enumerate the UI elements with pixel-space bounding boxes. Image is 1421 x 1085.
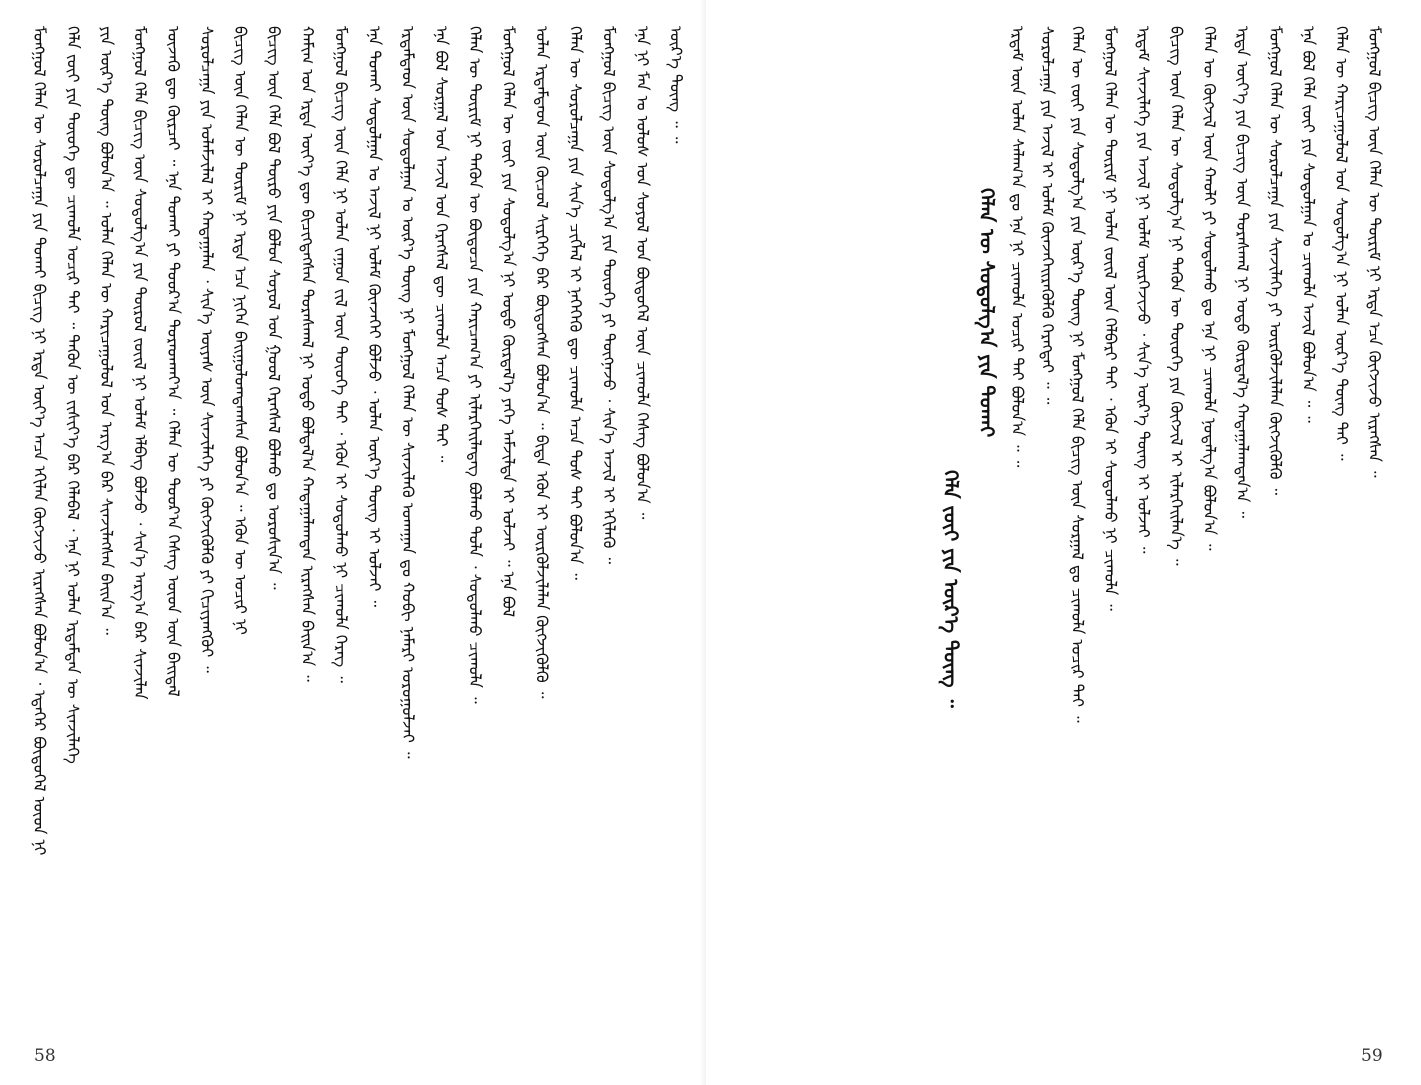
right-page	[706, 0, 1412, 1085]
text-line: ᠮᠣᠩᠭᠣᠯ ᠬᠡᠯᠡᠨ ᠦ ᠰᠤᠷᠤᠯᠴᠠᠭᠠ ᠶᠢᠨ ᠲᠤᠬᠠᠢ ᠪᠢᠴᠢᠭ ᠨᠢ ᠡᠷᠲᠡ ᠦᠶ᠎ᠡ ᠠᠴᠠ ᠡᠬᠢᠯᠡᠨ ᠬᠥᠭᠵᠢᠵᠦ ᠢᠷᠡᠭᠰᠡᠨ ᠪᠣᠯᠤᠨ᠎ᠠ ᠂ ᠡᠳᠡᠭᠡᠷ ᠪᠦᠲᠦᠭᠡᠯ ᠦᠳ ᠨᠢ	[30, 26, 49, 856]
text-line: ᠮᠣᠩᠭᠣᠯ ᠬᠡᠯᠡᠨ ᠦ ᠳᠦᠷᠢᠮ ᠨᠢ ᠣᠯᠠᠨ ᠵᠦᠢᠯ ᠦᠨ ᠬᠡᠯᠪᠡᠷᠢ ᠲᠠᠢ ᠂ ᠡᠭᠦᠨ ᠢ ᠰᠤᠳᠤᠯᠬᠤ ᠨᠢ ᠴᠢᠬᠤᠯᠠ ᠃	[1101, 26, 1120, 611]
text-line: ᠮᠣᠩᠭᠣᠯ ᠪᠢᠴᠢᠭ ᠦᠨ ᠰᠤᠳᠤᠯᠭ᠎ᠠ ᠶᠢᠨ ᠲᠦᠦᠬᠡ ᠶᠢ ᠳᠦᠭᠨᠡᠵᠦ ᠂ ᠰᠢᠨ᠎ᠡ ᠠᠵᠢᠯ ᠢ ᠡᠬᠢᠯᠡᠬᠦ ᠃	[599, 26, 619, 565]
text-line: ᠬᠡᠯᠡᠨ ᠦ ᠰᠤᠷᠤᠯᠴᠠᠭᠠ ᠶᠢᠨ ᠰᠢᠨ᠎ᠡ ᠴᠢᠭᠯᠡᠯ ᠢ ᠨᠡᠭᠡᠭᠡᠬᠦ ᠳᠦ ᠴᠢᠬᠤᠯᠠ ᠠᠴᠠ ᠲᠤᠰ ᠲᠠᠢ ᠪᠣᠯᠤᠨ᠎ᠠ ᠃	[566, 26, 585, 580]
text-line: ᠬᠡᠯᠡ ᠵᠦᠢ ᠶᠢᠨ ᠲᠦᠦᠬᠡ ᠳᠦ ᠴᠢᠬᠤᠯᠠ ᠤᠴᠢᠷ ᠲᠠᠢ ᠃ ᠲᠡᠭᠦᠨ ᠦ ᠵᠢᠱᠢᠶ᠎ᠡ ᠪᠡᠷ ᠬᠡᠯᠡᠪᠡᠯ ᠂ ᠡᠨᠡ ᠨᠢ ᠣᠯᠠᠨ ᠡᠷᠳᠡᠮᠲᠡᠨ ᠦ ᠰᠢᠨᠵᠢᠯᠡᠭᠡ	[63, 26, 83, 764]
text-line: ᠬᠡᠯᠡᠨ ᠦ ᠳᠦᠷᠢᠮ ᠨᠢ ᠲᠡᠭᠦᠨ ᠦ ᠪᠦᠲᠦᠴᠡ ᠶᠢᠨ ᠬᠠᠷᠢᠴᠠᠭ᠎ᠠ ᠶᠢ ᠢᠯᠡᠷᠬᠡᠢᠯᠡᠳᠡᠭ ᠪᠣᠯᠬᠤ ᠲᠤᠯᠠ ᠂ ᠰᠤᠳᠤᠯᠬᠤ ᠴᠢᠬᠤᠯᠠ ᠃	[465, 26, 485, 704]
text-line: ᠬᠠᠮᠢᠭ ᠤᠨ ᠡᠷᠲᠡ ᠦᠶ᠎ᠡ ᠳᠦ ᠪᠢᠴᠢᠭᠳᠡᠭᠰᠡᠨ ᠳᠤᠷᠠᠰᠬᠠᠯ ᠨᠢ ᠣᠳᠣ ᠪᠣᠯᠲᠠᠯ᠎ᠠ ᠬᠠᠳᠠᠭᠠᠯᠠᠭᠳᠠᠨ ᠢᠷᠡᠭᠰᠡᠨ ᠪᠠᠢᠨ᠎ᠠ ᠃	[298, 26, 317, 682]
section-heading-line-1: ᠬᠡᠯᠡᠨ ᠦ ᠰᠤᠳᠤᠯᠭ᠎ᠠ ᠶᠢᠨ ᠲᠤᠬᠠᠢ	[975, 188, 999, 438]
left-page	[0, 0, 706, 1085]
text-line: ᠪᠢᠴᠢᠭ ᠦᠨ ᠬᠡᠯᠡᠨ ᠦ ᠳᠦᠷᠢᠮ ᠨᠢ ᠡᠷᠲᠡ ᠡᠴᠡ ᠨᠢᠭᠡᠨ ᠪᠠᠢᠭᠤᠯᠤᠭᠳᠠᠭᠰᠠᠨ ᠪᠣᠯᠤᠨ᠎ᠠ ᠃ ᠡᠭᠦᠨ ᠦ ᠤᠴᠢᠷ ᠨᠢ	[231, 26, 250, 635]
text-line: ᠪᠢᠴᠢᠭ ᠦᠨ ᠬᠡᠯᠡᠨ ᠦ ᠰᠤᠳᠤᠯᠭ᠎ᠠ ᠨᠢ ᠲᠡᠭᠦᠨ ᠦ ᠲᠦᠦᠬᠡ ᠶᠢᠨ ᠬᠥᠭᠵᠢᠯ ᠢ ᠢᠯᠡᠷᠬᠡᠢᠯᠡᠨ᠎ᠡ ᠃	[1167, 26, 1186, 566]
text-line: ᠡᠷᠳᠡᠮᠲᠡᠳ ᠦᠨ ᠰᠤᠳᠤᠯᠭᠠᠨ ᠤ ᠦᠷ᠎ᠡ ᠳᠦᠩ ᠨᠢ ᠮᠣᠩᠭᠣᠯ ᠬᠡᠯᠡᠨ ᠦ ᠰᠢᠨᠵᠢᠯᠡᠬᠦ ᠤᠬᠠᠭᠠᠨ ᠳᠤ ᠬᠤᠪᠢ ᠨᠡᠮᠡᠷᠢ ᠣᠷᠤᠭᠤᠯᠵᠠᠢ ᠃	[398, 26, 418, 759]
text-line: ᠪᠢᠴᠢᠭ ᠦᠨ ᠬᠡᠯᠡ ᠪᠣᠯ ᠲᠥᠷᠦ ᠶᠢᠨ ᠪᠣᠯᠤᠨ ᠰᠤᠶᠤᠯ ᠤᠨ ᠭᠣᠣᠯ ᠬᠡᠷᠡᠭᠰᠡᠯ ᠪᠣᠯᠬᠤ ᠳᠤ ᠣᠷᠤᠰᠢᠨ᠎ᠠ ᠃	[264, 26, 284, 590]
text-line: ᠶᠢᠨ ᠦᠷ᠎ᠡ ᠳᠦᠩ ᠪᠣᠯᠤᠨ᠎ᠠ ᠃ ᠣᠯᠠᠨ ᠬᠡᠯᠡᠨ ᠦ ᠬᠠᠷᠢᠴᠠᠭᠤᠯᠤᠯ ᠤᠨ ᠠᠷᠭ᠎ᠠ ᠪᠠᠷ ᠰᠢᠨᠵᠢᠯᠡᠭᠰᠡᠨ ᠪᠠᠢᠨ᠎ᠠ ᠃	[97, 26, 116, 635]
text-line: ᠡᠷᠲᠡ ᠦᠶ᠎ᠡ ᠶᠢᠨ ᠪᠢᠴᠢᠭ ᠦᠨ ᠳᠤᠷᠠᠰᠬᠠᠯ ᠨᠢ ᠣᠳᠣ ᠬᠦᠷᠲᠡᠯ᠎ᠡ ᠬᠠᠳᠠᠭᠠᠯᠠᠭᠳᠠᠨ᠎ᠠ ᠃	[1233, 26, 1252, 519]
left-page-number: 58	[34, 1046, 56, 1066]
text-line: ᠡᠨᠡ ᠨᠢ ᠮᠠᠨ ᠤ ᠤᠯᠤᠰ ᠤᠨ ᠰᠣᠶᠤᠯ ᠤᠨ ᠪᠦᠲᠦᠭᠡᠯ ᠦᠨ ᠴᠢᠬᠤᠯᠠ ᠬᠡᠰᠡᠭ ᠪᠣᠯᠤᠨ᠎ᠠ ᠃	[633, 26, 652, 520]
text-line: ᠰᠤᠷᠤᠯᠴᠠᠭᠠ ᠶᠢᠨ ᠠᠵᠢᠯ ᠢ ᠤᠯᠠᠮ ᠭᠦᠨᠵᠡᠭᠡᠢᠷᠡᠭᠦᠯᠬᠦ ᠬᠡᠷᠡᠭᠲᠡᠢ ᠃ ᠃	[1038, 26, 1057, 405]
text-line: ᠣᠯᠠᠨ ᠡᠷᠳᠡᠮᠲᠡᠳ ᠦᠨ ᠬᠦᠴᠦᠯ ᠰᠢᠷᠭᠡᠭᠡ ᠪᠠᠷ ᠪᠦᠲᠦᠭᠰᠡᠨ ᠪᠣᠯᠤᠨ᠎ᠠ ᠃ ᠪᠢᠳᠡ ᠡᠭᠦᠨ ᠢ ᠦᠷᠭᠦᠯᠵᠢᠯᠡᠯᠡᠨ ᠬᠥᠭᠵᠢᠭᠦᠯᠬᠦ ᠃	[532, 26, 552, 699]
text-line: ᠦᠵᠡᠬᠦ ᠳᠦ ᠬᠦᠷᠴᠡᠢ ᠃ ᠡᠨᠡ ᠲᠤᠬᠠᠢ ᠶᠢ ᠳᠣᠣᠷ᠎ᠠ ᠳᠤᠷᠠᠳᠬᠠᠶ᠎ᠠ ᠃ ᠬᠡᠯᠡᠨ ᠦ ᠳᠣᠣᠷ᠎ᠠ ᠬᠡᠰᠡᠭ ᠦᠳ ᠦᠨ ᠪᠠᠢᠳᠠᠯ	[164, 26, 183, 697]
text-line: ᠡᠷᠳᠡᠮ ᠰᠢᠨᠵᠢᠯᠡᠭᠡ ᠶᠢᠨ ᠠᠵᠢᠯ ᠨᠢ ᠤᠯᠠᠮ ᠦᠷᠭᠡᠵᠢᠵᠦ ᠂ ᠰᠢᠨ᠎ᠡ ᠦᠷ᠎ᠡ ᠳᠦᠩ ᠢ ᠣᠯᠵᠠᠢ ᠃	[1134, 26, 1153, 554]
text-line: ᠡᠨᠡ ᠪᠣᠯ ᠬᠡᠯᠡ ᠵᠦᠢ ᠶᠢᠨ ᠰᠤᠳᠤᠯᠭᠠᠨ ᠤ ᠴᠢᠬᠤᠯᠠ ᠠᠵᠢᠯ ᠪᠣᠯᠤᠨ᠎ᠠ ᠃ ᠃	[1299, 26, 1318, 423]
text-line: ᠬᠡᠯᠡᠨ ᠦ ᠵᠦᠢ ᠶᠢᠨ ᠰᠤᠳᠤᠯᠭ᠎ᠠ ᠶᠢᠨ ᠦᠷ᠎ᠡ ᠳᠦᠩ ᠨᠢ ᠮᠣᠩᠭᠣᠯ ᠬᠡᠯᠡ ᠪᠢᠴᠢᠭ ᠦᠨ ᠰᠤᠷᠭᠠᠯ ᠳᠤ ᠴᠢᠬᠤᠯᠠ ᠤᠴᠢᠷ ᠲᠠᠢ ᠃	[1068, 26, 1087, 723]
right-page-number: 59	[1361, 1046, 1383, 1066]
text-line: ᠰᠤᠷᠤᠯᠴᠠᠭᠠ ᠶᠢᠨ ᠤᠯᠠᠮᠵᠢᠯᠠᠯ ᠢ ᠬᠠᠳᠠᠭᠠᠯᠠᠨ ᠂ ᠰᠢᠨ᠎ᠡ ᠦᠶᠡᠰ ᠦᠨ ᠰᠢᠨᠵᠢᠯᠡᠭᠡ ᠶᠢ ᠬᠥᠭᠵᠢᠭᠦᠯᠬᠦ ᠶᠢ ᠬᠢᠴᠢᠶᠡᠩᠭᠦᠢ ᠃	[197, 26, 217, 673]
text-line: ᠮᠣᠩᠭᠣᠯ ᠪᠢᠴᠢᠭ ᠦᠨ ᠬᠡᠯᠡᠨ ᠦ ᠳᠦᠷᠢᠮ ᠨᠢ ᠡᠷᠲᠡ ᠡᠴᠡ ᠬᠥᠭᠵᠢᠵᠦ ᠢᠷᠡᠭᠰᠡᠨ ᠃	[1365, 26, 1384, 478]
text-line: ᠡᠨᠡ ᠪᠣᠯ ᠰᠤᠷᠭᠠᠯ ᠤᠨ ᠠᠵᠢᠯ ᠤᠨ ᠬᠡᠷᠡᠭᠰᠡᠯ ᠳᠦ ᠴᠢᠬᠤᠯᠠ ᠠᠴᠠ ᠲᠤᠰ ᠲᠠᠢ ᠃	[432, 26, 451, 463]
text-line: ᠮᠣᠩᠭᠣᠯ ᠪᠢᠴᠢᠭ ᠦᠨ ᠬᠡᠯᠡ ᠨᠢ ᠣᠯᠠᠨ ᠵᠠᠭᠤᠨ ᠵᠢᠯ ᠦᠨ ᠲᠦᠦᠬᠡ ᠲᠡᠢ ᠂ ᠡᠭᠦᠨ ᠢ ᠰᠤᠳᠤᠯᠬᠤ ᠨᠢ ᠴᠢᠬᠤᠯᠠ ᠬᠡᠷᠡᠭ ᠃	[331, 26, 351, 683]
text-line: ᠦᠷ᠎ᠡ ᠳᠦᠩ ᠃ ᠃	[666, 26, 686, 144]
text-line: ᠮᠣᠩᠭᠣᠯ ᠬᠡᠯᠡᠨ ᠦ ᠵᠦᠢ ᠶᠢᠨ ᠰᠤᠳᠤᠯᠭ᠎ᠠ ᠨᠢ ᠣᠳᠣ ᠬᠦᠷᠲᠡᠯ᠎ᠡ ᠶᠡᠬᠡ ᠠᠮᠵᠢᠯᠲᠠ ᠢ ᠣᠯᠵᠠᠢ ᠃ ᠡᠨᠡ ᠪᠣᠯ	[499, 26, 518, 618]
text-line: ᠡᠨᠡ ᠲᠤᠬᠠᠢ ᠰᠤᠳᠤᠯᠭᠠᠨ ᠤ ᠠᠵᠢᠯ ᠨᠢ ᠤᠯᠠᠮ ᠭᠦᠨᠵᠡᠭᠡᠢ ᠪᠣᠯᠵᠤ ᠂ ᠣᠯᠠᠨ ᠦᠷ᠎ᠡ ᠳᠦᠩ ᠢ ᠣᠯᠵᠠᠢ ᠃	[365, 26, 384, 608]
text-line: ᠬᠡᠯᠡᠨ ᠦ ᠬᠠᠷᠢᠴᠠᠭᠤᠯᠤᠯ ᠤᠨ ᠰᠤᠳᠤᠯᠭ᠎ᠠ ᠨᠢ ᠣᠯᠠᠨ ᠦᠷ᠎ᠡ ᠳᠦᠩ ᠲᠡᠢ ᠃	[1332, 26, 1351, 461]
text-line: ᠬᠡᠯᠡᠨ ᠦ ᠬᠥᠭᠵᠢᠯ ᠦᠨ ᠬᠠᠤᠯᠢ ᠶᠢ ᠰᠤᠳᠤᠯᠬᠤ ᠳᠤ ᠡᠨᠡ ᠨᠢ ᠴᠢᠬᠤᠯᠠ ᠨᠣᠲᠠᠯᠭ᠎ᠠ ᠪᠣᠯᠤᠨ᠎ᠠ ᠃	[1200, 26, 1219, 551]
text-line: ᠡᠷᠳᠡᠮ ᠦᠨ ᠣᠯᠠᠨ ᠰᠠᠯᠠᠭ᠎ᠠ ᠳᠤ ᠡᠨᠡ ᠨᠢ ᠴᠢᠬᠤᠯᠠ ᠤᠴᠢᠷ ᠲᠠᠢ ᠪᠣᠯᠤᠨ᠎ᠠ ᠃ ᠃	[1008, 26, 1027, 468]
text-line: ᠮᠣᠩᠭᠣᠯ ᠬᠡᠯᠡ ᠪᠢᠴᠢᠭ ᠦᠨ ᠰᠤᠳᠤᠯᠭ᠎ᠠ ᠶᠢᠨ ᠲᠦᠷᠦᠯ ᠵᠦᠢᠯ ᠨᠢ ᠤᠯᠠᠮ ᠡᠯᠪᠡᠭ ᠪᠣᠯᠵᠤ ᠂ ᠰᠢᠨ᠎ᠡ ᠠᠷᠭ᠎ᠠ ᠪᠠᠷ ᠰᠢᠨᠵᠢᠯᠡᠨ	[130, 26, 150, 700]
text-line: ᠮᠣᠩᠭᠣᠯ ᠬᠡᠯᠡᠨ ᠦ ᠰᠤᠷᠤᠯᠴᠠᠭᠠ ᠶᠢᠨ ᠰᠢᠨᠵᠢᠯᠡᠭᠡ ᠶᠢ ᠦᠷᠭᠦᠯᠵᠢᠯᠡᠯᠡᠨ ᠬᠥᠭᠵᠢᠭᠦᠯᠬᠦ ᠃	[1266, 26, 1285, 496]
section-heading-line-2: ᠬᠡᠯᠡ ᠵᠦᠢ ᠶᠢᠨ ᠦᠷ᠎ᠡ ᠳᠦᠩ ᠃	[939, 470, 963, 708]
